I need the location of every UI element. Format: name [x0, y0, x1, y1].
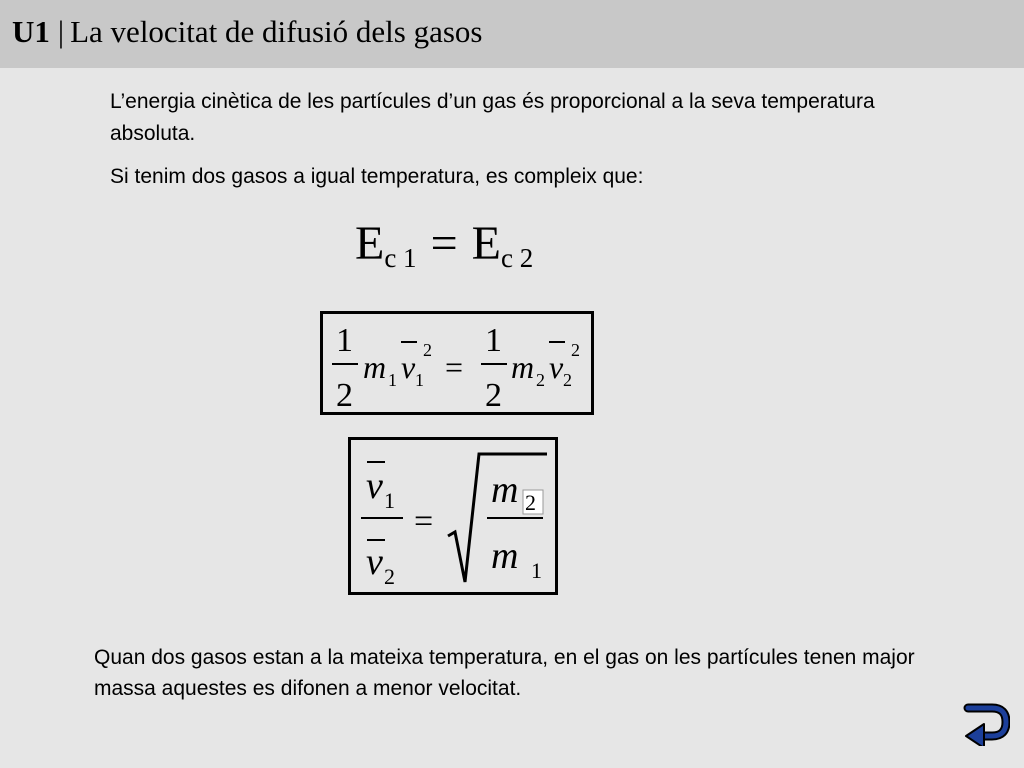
mass-m2-sub: 2: [536, 370, 545, 390]
frac1-denominator: 2: [336, 377, 353, 412]
frac2-denominator: 2: [485, 377, 502, 412]
frac2-numerator: 1: [485, 322, 502, 359]
slide-title: [12, 14, 482, 50]
equation-kinetic-equal: [355, 216, 533, 274]
mass-m1: m: [363, 349, 387, 385]
equation-box-velocity-ratio: [348, 437, 558, 595]
header-bar: [0, 0, 1024, 68]
return-arrow-icon: [962, 702, 1010, 746]
velocity-v2: v: [549, 349, 564, 385]
ratio-v1-sub: 1: [384, 488, 395, 513]
root-m1-sub: 1: [531, 558, 542, 583]
ratio-v1: v: [366, 465, 383, 507]
title-text: La velocitat de difusió dels gasos: [70, 14, 483, 49]
title-separator: |: [57, 14, 65, 49]
eq1-rhs: E: [471, 217, 501, 270]
paragraph-kinetic-energy: L’energia cinètica de les partícules d’un gas és proporcional a la seva temperatura absoluta.: [110, 90, 875, 145]
eq1-equals: =: [430, 217, 458, 270]
eq1-lhs: E: [355, 217, 385, 270]
root-m2-sub: 2: [525, 490, 536, 515]
root-m2: m: [491, 469, 519, 511]
mass-m2: m: [511, 349, 535, 385]
unit-code: U1: [12, 14, 50, 49]
ratio-v2-sub: 2: [384, 564, 395, 589]
frac1-numerator: 1: [336, 322, 353, 359]
velocity-ratio-svg: [351, 440, 555, 592]
return-button[interactable]: [962, 702, 1010, 746]
velocity-v1: v: [401, 349, 416, 385]
velocity-v1-sub: 1: [415, 370, 424, 390]
kinetic-equals: =: [445, 349, 464, 385]
equation-box-kinetic-formula: [320, 311, 594, 415]
velocity-v2-sup: 2: [571, 340, 580, 360]
ratio-equals: =: [414, 503, 434, 540]
paragraph-conclusion: Quan dos gasos estan a la mateixa temperatura, en el gas on les partícules tenen major massa aquestes es difonen a menor velocitat.: [94, 646, 915, 700]
velocity-v2-sub: 2: [563, 370, 572, 390]
kinetic-formula-svg: [323, 314, 591, 412]
mass-m1-sub: 1: [388, 370, 397, 390]
paragraph-same-temperature: Si tenim dos gasos a igual temperatura, es compleix que:: [110, 165, 644, 188]
velocity-v1-sup: 2: [423, 340, 432, 360]
ratio-v2: v: [366, 541, 383, 583]
eq1-rhs-sub: c 2: [500, 243, 534, 273]
root-m1: m: [491, 535, 519, 577]
eq1-lhs-sub: c 1: [384, 243, 417, 273]
